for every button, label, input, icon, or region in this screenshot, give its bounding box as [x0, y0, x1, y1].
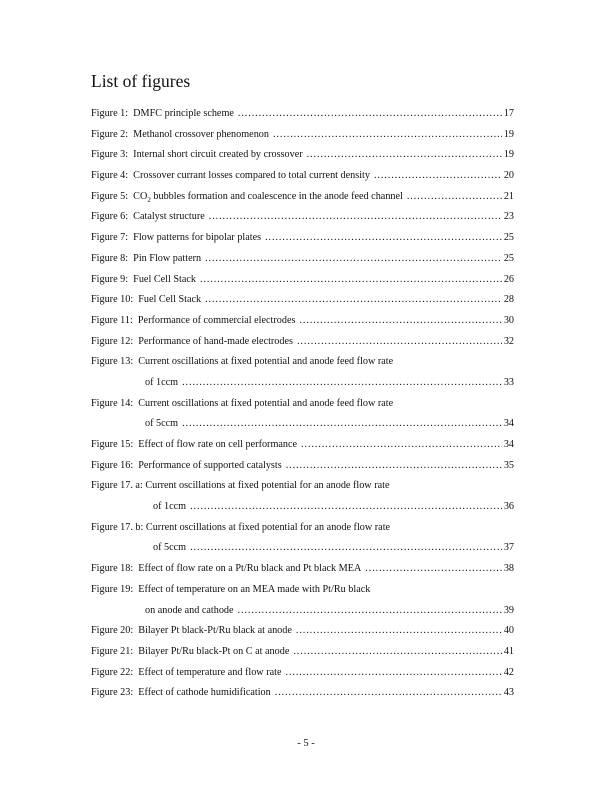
dot-leader: [182, 414, 502, 435]
figure-title-part: bubbles formation and coalescence in the anode feed channel: [150, 190, 403, 202]
dot-leader: [307, 145, 502, 166]
page-ref: 43: [503, 687, 514, 699]
list-item[interactable]: [91, 663, 514, 684]
dot-leader: [297, 332, 502, 353]
dot-leader: [182, 373, 502, 394]
dot-leader: [285, 663, 501, 684]
figure-title-continuation: of 1ccm: [153, 501, 187, 513]
figure-label: Figure 8:: [91, 252, 129, 264]
list-item[interactable]: [91, 228, 514, 249]
page-ref: 19: [503, 128, 514, 140]
subscript: 2: [147, 195, 151, 204]
page-ref: 25: [503, 232, 514, 244]
figure-label: Figure 2:: [91, 128, 129, 140]
figure-label: Figure 12:: [91, 335, 134, 347]
dot-leader: [238, 104, 502, 125]
figure-title: Fuel Cell Stack: [133, 273, 196, 285]
dot-leader: [299, 311, 501, 332]
figure-label: Figure 6:: [91, 211, 129, 223]
figure-title: Internal short circuit created by crossover: [133, 149, 303, 161]
list-item[interactable]: [91, 456, 514, 477]
list-item[interactable]: [91, 352, 514, 373]
figure-title: Performance of supported catalysts: [138, 459, 282, 471]
page-ref: 32: [503, 335, 514, 347]
page-ref: 30: [503, 314, 514, 326]
figure-title: Flow patterns for bipolar plates: [133, 232, 262, 244]
page-ref: 41: [503, 645, 514, 657]
list-item[interactable]: [91, 683, 514, 704]
page-number: - 5 -: [297, 738, 315, 749]
list-item-continuation[interactable]: [91, 538, 514, 559]
figure-title: Effect of temperature on an MEA made with Pt/Ru black: [138, 583, 371, 595]
list-item[interactable]: [91, 518, 514, 539]
figure-label: Figure 15:: [91, 439, 134, 450]
list-item[interactable]: [91, 270, 514, 291]
figure-title: DMFC principle scheme: [133, 108, 234, 119]
list-item-continuation[interactable]: [91, 414, 514, 435]
page-ref: 19: [503, 149, 514, 161]
figure-title: Current oscillations at fixed potential and anode feed flow rate: [138, 397, 394, 409]
figure-title-continuation: of 5ccm: [153, 542, 187, 554]
dot-leader: [296, 621, 502, 642]
figure-title-continuation: of 5ccm: [145, 418, 179, 430]
dot-leader: [190, 538, 502, 559]
list-item[interactable]: [91, 642, 514, 663]
figure-title: Pin Flow pattern: [133, 252, 202, 264]
dot-leader: [205, 249, 502, 270]
page-title: List of figures: [91, 71, 191, 91]
figure-title: Bilayer Pt black-Pt/Ru black at anode: [138, 625, 292, 637]
figure-label: Figure 13:: [91, 356, 134, 368]
page-ref: 42: [503, 666, 514, 678]
page-ref: 23: [503, 211, 514, 223]
figure-title: [133, 191, 403, 202]
list-item[interactable]: [91, 311, 514, 332]
figure-label: Figure 10:: [91, 294, 134, 306]
figure-title: Fuel Cell Stack: [138, 294, 202, 306]
figure-title-continuation: on anode and cathode: [145, 604, 234, 616]
figure-title: Bilayer Pt/Ru black-Pt on C at anode: [138, 645, 290, 657]
list-item[interactable]: [91, 332, 514, 353]
figure-label: Figure 16:: [91, 459, 134, 471]
figure-label: Figure 11:: [91, 314, 133, 326]
figure-title: Current oscillations at fixed potential for an anode flow rate: [145, 480, 390, 492]
figure-title: Catalyst structure: [133, 211, 205, 223]
figure-label: Figure 22:: [91, 666, 134, 678]
page-ref: 28: [503, 294, 514, 306]
list-item-continuation[interactable]: [91, 497, 514, 518]
dot-leader: [275, 683, 502, 704]
list-item[interactable]: [91, 290, 514, 311]
list-item[interactable]: [91, 435, 514, 456]
dot-leader: [407, 187, 502, 208]
list-item[interactable]: [91, 249, 514, 270]
figure-title: Performance of commercial electrodes: [137, 314, 296, 326]
page-ref: 34: [503, 418, 514, 430]
page-ref: 17: [503, 108, 514, 119]
page-ref: 21: [503, 190, 514, 202]
list-item[interactable]: [91, 104, 514, 125]
figure-title: Effect of flow rate on a Pt/Ru black and Pt black MEA: [138, 563, 362, 575]
figure-list: [91, 104, 514, 704]
page-ref: 34: [503, 439, 514, 450]
figure-label: Figure 5:: [91, 190, 129, 202]
list-item[interactable]: [91, 580, 514, 601]
figure-label: Figure 23:: [91, 687, 134, 699]
figure-label: Figure 7:: [91, 232, 129, 244]
dot-leader: [190, 497, 502, 518]
figure-label: Figure 17. b:: [91, 521, 144, 533]
figure-label: Figure 1:: [91, 108, 129, 119]
figure-title: Performance of hand-made electrodes: [138, 335, 293, 347]
list-item[interactable]: [91, 145, 514, 166]
page-ref: 38: [503, 563, 514, 575]
figure-label: Figure 20:: [91, 625, 134, 637]
page-ref: 20: [503, 170, 514, 182]
page-ref: 36: [503, 501, 514, 513]
figure-label: Figure 14:: [91, 397, 134, 409]
figure-title-continuation: of 1ccm: [145, 376, 179, 388]
page-ref: 39: [503, 604, 514, 616]
figure-label: Figure 18:: [91, 563, 134, 575]
page-ref: 26: [503, 273, 514, 285]
page-ref: 37: [503, 542, 514, 554]
page-ref: 40: [503, 625, 514, 637]
figure-title-part: CO: [133, 190, 148, 202]
list-item[interactable]: [91, 166, 514, 187]
page-ref: 25: [503, 252, 514, 264]
dot-leader: [200, 270, 502, 291]
dot-leader: [273, 125, 502, 146]
dot-leader: [209, 207, 502, 228]
page-ref: 33: [503, 376, 514, 388]
list-item[interactable]: [91, 394, 514, 415]
list-item[interactable]: [91, 476, 514, 497]
figure-label: Figure 19:: [91, 583, 134, 595]
dot-leader: [293, 642, 501, 663]
list-item-continuation[interactable]: [91, 373, 514, 394]
figure-title: Effect of cathode humidification: [138, 687, 271, 699]
list-item[interactable]: [91, 207, 514, 228]
figure-title: Effect of flow rate on cell performance: [138, 439, 298, 450]
dot-leader: [286, 456, 502, 477]
figure-title: Crossover currant losses compared to total current density: [133, 170, 370, 182]
dot-leader: [365, 559, 502, 580]
figure-title: Current oscillations at fixed potential and anode feed flow rate: [138, 356, 394, 368]
figure-label: Figure 4:: [91, 170, 129, 182]
figure-title: Methanol crossover phenomenon: [133, 128, 269, 140]
dot-leader: [205, 290, 502, 311]
page-ref: 35: [503, 459, 514, 471]
figure-label: Figure 3:: [91, 149, 129, 161]
dot-leader: [238, 601, 502, 622]
dot-leader: [374, 166, 502, 187]
list-item-continuation[interactable]: [91, 601, 514, 622]
dot-leader: [265, 228, 502, 249]
dot-leader: [301, 435, 502, 456]
list-item[interactable]: [91, 187, 514, 208]
figure-label: Figure 17. a:: [91, 480, 143, 492]
figure-label: Figure 21:: [91, 645, 134, 657]
figure-label: Figure 9:: [91, 273, 129, 285]
list-item[interactable]: [91, 621, 514, 642]
list-item[interactable]: [91, 125, 514, 146]
figure-title: Current oscillations at fixed potential for an anode flow rate: [145, 521, 391, 533]
figure-title: Effect of temperature and flow rate: [138, 666, 282, 678]
list-item[interactable]: [91, 559, 514, 580]
